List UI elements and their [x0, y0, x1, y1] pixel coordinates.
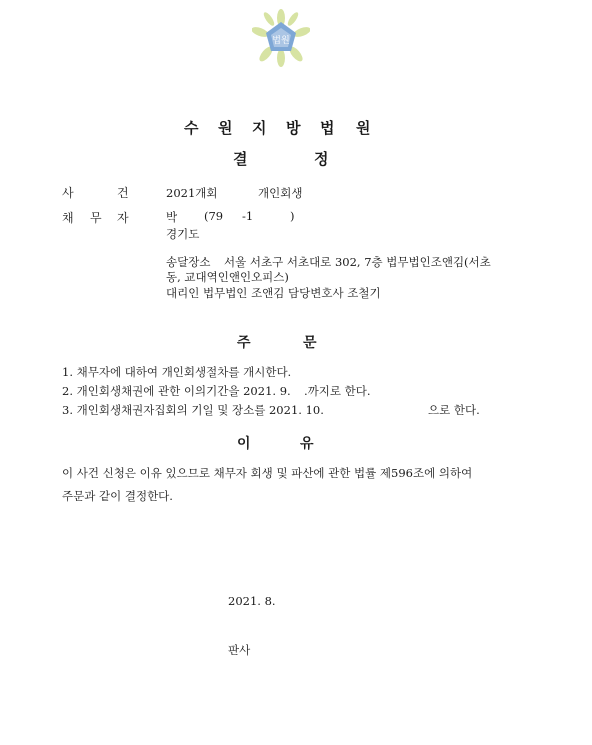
debtor-label-char: 자: [117, 211, 129, 225]
document-title-char: 결: [233, 150, 248, 168]
service-address-cont: 동, 교대역인앤인오피스): [166, 270, 289, 284]
court-title-char: 법: [320, 119, 335, 137]
reason-heading-char: 이: [237, 436, 251, 452]
reason-text: 주문과 같이 결정한다.: [62, 489, 173, 503]
court-title-char: 원: [218, 119, 233, 137]
court-emblem-icon: [252, 8, 310, 68]
service-address: 서울 서초구 서초대로 302, 7층 법무법인조앤김(서초: [224, 255, 491, 269]
decision-date: 2021. 8.: [228, 594, 276, 608]
document-title-char: 정: [314, 150, 329, 168]
debtor-name: 박: [166, 210, 178, 224]
debtor-address: 경기도: [166, 227, 200, 241]
order-item: 3. 개인회생채권자집회의 기일 및 장소를 2021. 10.: [62, 403, 324, 417]
order-heading-char: 문: [303, 335, 317, 351]
debtor-label-char: 채: [62, 211, 74, 225]
court-title-char: 방: [286, 119, 301, 137]
order-item-suffix: 으로 한다.: [428, 403, 480, 417]
debtor-birth-close: ): [290, 209, 295, 223]
debtor-birth-mid: -1: [242, 209, 254, 223]
reason-text: 이 사건 신청은 이유 있으므로 채무자 회생 및 파산에 관한 법률 제596조에 의하여: [62, 466, 473, 480]
court-title-char: 지: [252, 119, 267, 137]
court-title-char: 원: [356, 119, 371, 137]
debtor-birth-open: (79: [204, 209, 224, 223]
judge-label: 판사: [228, 643, 251, 657]
case-type: 개인회생: [258, 186, 303, 200]
order-item: 2. 개인회생채권에 관한 이의기간을 2021. 9.: [62, 384, 291, 398]
case-label-char: 사: [62, 186, 74, 200]
order-heading-char: 주: [237, 335, 251, 351]
case-label-char: 건: [117, 186, 129, 200]
reason-heading-char: 유: [300, 436, 314, 452]
emblem-label: 법원: [272, 36, 290, 46]
case-number: 2021개회: [166, 186, 218, 200]
order-item-suffix: .까지로 한다.: [304, 384, 371, 398]
service-agent: 대리인 법무법인 조앤김 담당변호사 조철기: [166, 286, 381, 300]
order-item: 1. 채무자에 대하여 개인회생절차를 개시한다.: [62, 365, 292, 379]
service-label: 송달장소: [166, 255, 211, 269]
debtor-label-char: 무: [90, 211, 102, 225]
court-title-char: 수: [184, 119, 199, 137]
